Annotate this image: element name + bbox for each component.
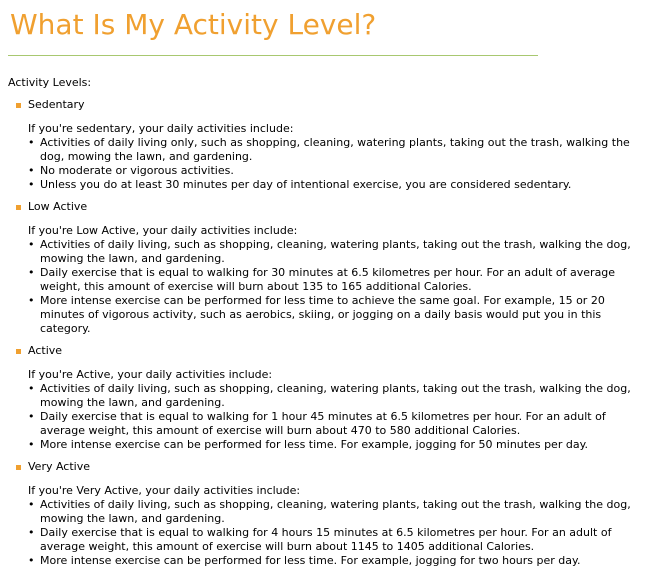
level-name: Sedentary (28, 98, 85, 111)
bullet-dot-icon: • (28, 410, 35, 423)
level-intro: If you're Active, your daily activities include: (28, 368, 273, 381)
level-description (28, 368, 646, 452)
detail-item (28, 266, 646, 294)
bullet-dot-icon: • (28, 178, 35, 191)
level-active (8, 344, 646, 452)
detail-item (28, 178, 646, 192)
orange-square-bullet-icon (16, 465, 21, 470)
page-title: What Is My Activity Level? (10, 8, 377, 41)
detail-item (28, 164, 646, 178)
bullet-dot-icon: • (28, 164, 35, 177)
level-sedentary (8, 98, 646, 192)
detail-text: Daily exercise that is equal to walking for 4 hours 15 minutes at 6.5 kilometres per hour. For an adult of average weight, this amount of exercise will burn about 1145 to 1405 additional Calories. (40, 526, 612, 553)
level-description (28, 122, 646, 192)
bullet-dot-icon: • (28, 294, 35, 307)
level-name: Low Active (28, 200, 88, 213)
detail-text: No moderate or vigorous activities. (40, 164, 234, 177)
title-divider (8, 55, 538, 56)
activity-levels-content (8, 76, 646, 576)
bullet-dot-icon: • (28, 498, 35, 511)
detail-text: Unless you do at least 30 minutes per day of intentional exercise, you are considered sedentary. (40, 178, 572, 191)
detail-item (28, 526, 646, 554)
level-name: Very Active (28, 460, 90, 473)
activity-levels-heading: Activity Levels: (8, 76, 92, 89)
detail-text: Daily exercise that is equal to walking for 30 minutes at 6.5 kilometres per hour. For an adult of average weight, this amount of exercise will burn about 135 to 165 additional Calories. (40, 266, 616, 293)
bullet-dot-icon: • (28, 526, 35, 539)
level-description (28, 224, 646, 336)
detail-item (28, 498, 646, 526)
detail-text: Activities of daily living, such as shopping, cleaning, watering plants, taking out the trash, walking the dog, mowing the lawn, and gardening. (40, 238, 631, 265)
detail-item (28, 382, 646, 410)
detail-item (28, 410, 646, 438)
detail-text: More intense exercise can be performed for less time to achieve the same goal. For example, 15 or 20 minutes of vigorous activity, such as aerobics, skiing, or jogging on a daily basis would put you in this category. (40, 294, 605, 335)
bullet-dot-icon: • (28, 382, 35, 395)
bullet-dot-icon: • (28, 438, 35, 451)
level-description (28, 484, 646, 568)
detail-item (28, 554, 646, 568)
orange-square-bullet-icon (16, 205, 21, 210)
bullet-dot-icon: • (28, 554, 35, 567)
detail-text: Activities of daily living only, such as shopping, cleaning, watering plants, taking out the trash, walking the dog, mowing the lawn, and gardening. (40, 136, 630, 163)
detail-item (28, 136, 646, 164)
detail-item (28, 294, 646, 336)
detail-text: Daily exercise that is equal to walking for 1 hour 45 minutes at 6.5 kilometres per hour. For an adult of average weight, this amount of exercise will burn about 470 to 580 additional Calories. (40, 410, 606, 437)
level-very-active (8, 460, 646, 568)
detail-item (28, 438, 646, 452)
level-low-active (8, 200, 646, 336)
level-name: Active (28, 344, 63, 357)
level-intro: If you're sedentary, your daily activities include: (28, 122, 294, 135)
level-intro: If you're Very Active, your daily activities include: (28, 484, 301, 497)
bullet-dot-icon: • (28, 238, 35, 251)
orange-square-bullet-icon (16, 103, 21, 108)
detail-item (28, 238, 646, 266)
detail-text: Activities of daily living, such as shopping, cleaning, watering plants, taking out the trash, walking the dog, mowing the lawn, and gardening. (40, 382, 631, 409)
detail-text: More intense exercise can be performed for less time. For example, jogging for two hours per day. (40, 554, 581, 567)
bullet-dot-icon: • (28, 136, 35, 149)
detail-text: Activities of daily living, such as shopping, cleaning, watering plants, taking out the trash, walking the dog, mowing the lawn, and gardening. (40, 498, 631, 525)
bullet-dot-icon: • (28, 266, 35, 279)
level-intro: If you're Low Active, your daily activities include: (28, 224, 298, 237)
orange-square-bullet-icon (16, 349, 21, 354)
detail-text: More intense exercise can be performed for less time. For example, jogging for 50 minutes per day. (40, 438, 589, 451)
